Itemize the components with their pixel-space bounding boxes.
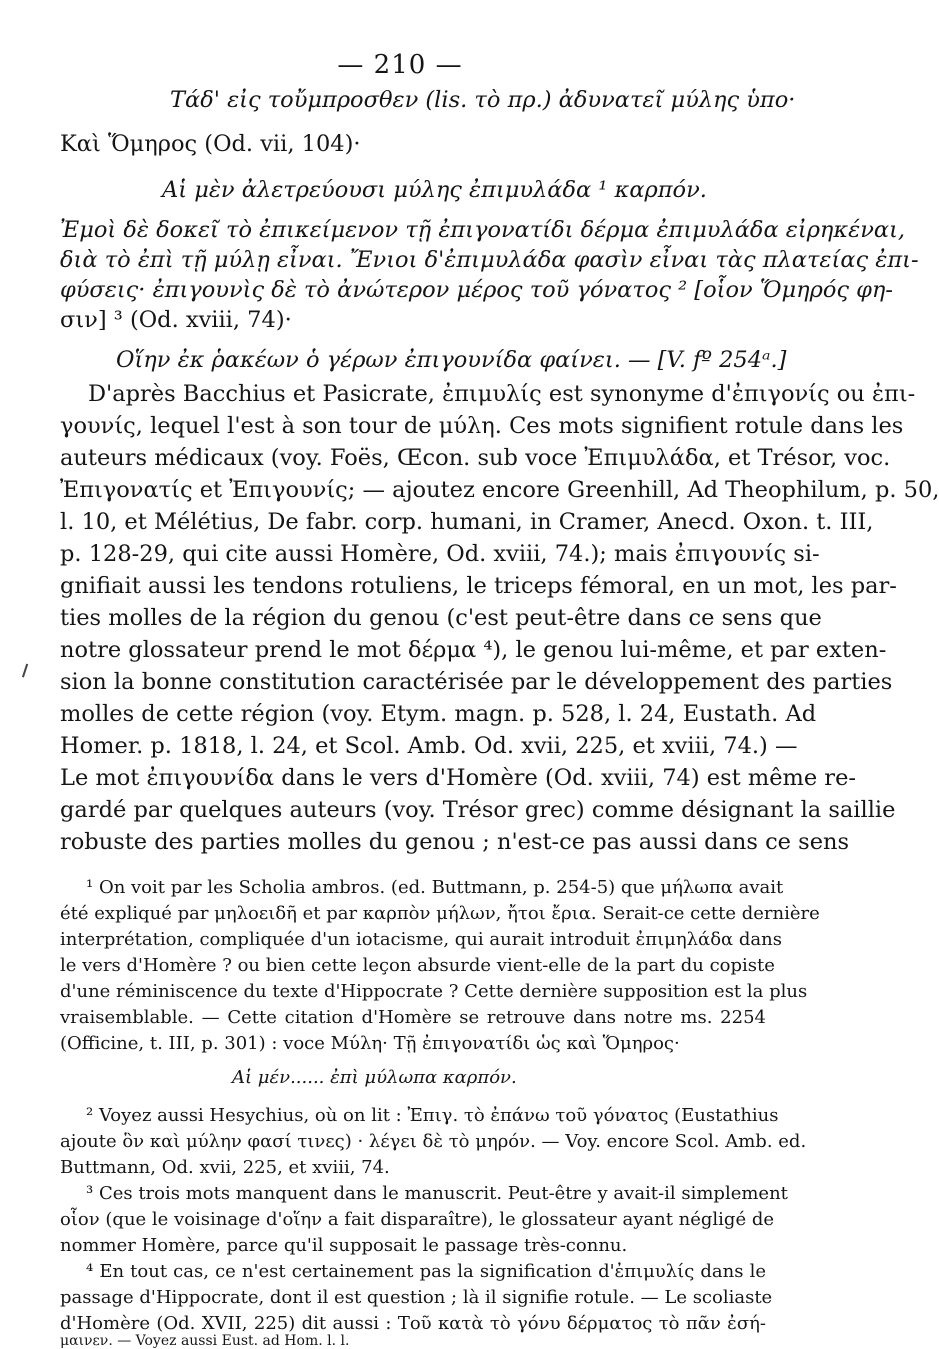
text-line: Τάδ' εἰς τοὔμπροσθεν (lis. τὸ πρ.) ἀδυνατεῖ μύλης ὑπο·: [170, 87, 796, 113]
footnote-line: οἷον (que le voisinage d'οἵην a fait disparaître), le glossateur ayant négligé de: [60, 1209, 774, 1230]
footnote-verse: Αἱ μέν...... ἐπὶ μύλωπα καρπόν.: [232, 1067, 517, 1088]
text-line: Le mot ἐπιγουνίδα dans le vers d'Homère (Od. xviii, 74) est même re-: [60, 765, 856, 791]
footnote-line: vraisemblable. — Cette citation d'Homère se retrouve dans notre ms. 2254: [60, 1007, 766, 1028]
verse-quote: Οἵην ἐκ ῥακέων ὁ γέρων ἐπιγουνίδα φαίνει. — [V. fº 254ᵃ.]: [116, 347, 787, 373]
text-line: φύσεις· ἐπιγουνὶς δὲ τὸ ἀνώτερον μέρος τοῦ γόνατος ² [οἷον Ὅμηρός φη-: [60, 277, 893, 303]
margin-mark: [22, 664, 31, 679]
footnote-line: interprétation, compliquée d'un iotacisme, qui aurait introduit ἐπιμηλάδα dans: [60, 929, 782, 950]
text-line: σιν] ³ (Od. xviii, 74)·: [60, 307, 292, 333]
verse-quote: Αἱ μὲν ἀλετρεύουσι μύλης ἐπιμυλάδα ¹ καρπόν.: [162, 177, 707, 203]
text-line: auteurs médicaux (voy. Foës, Œcon. sub voce Ἐπιμυλάδα, et Trésor, voc.: [60, 445, 891, 471]
text-line: gardé par quelques auteurs (voy. Trésor grec) comme désignant la saillie: [60, 797, 896, 823]
footnote-line: nommer Homère, parce qu'il supposait le passage très-connu.: [60, 1235, 628, 1256]
text-line: Homer. p. 1818, l. 24, et Scol. Amb. Od. xvii, 225, et xviii, 74.) —: [60, 733, 798, 759]
text-line: Ἐμοὶ δὲ δοκεῖ τὸ ἐπικείμενον τῇ ἐπιγονατίδι δέρμα ἐπιμυλάδα εἰρηκέναι,: [60, 217, 906, 243]
footnote-line: d'une réminiscence du texte d'Hippocrate ? Cette dernière supposition est la plus: [60, 981, 808, 1002]
footnote-line: ² Voyez aussi Hesychius, où on lit : Ἐπιγ. τὸ ἐπάνω τοῦ γόνατος (Eustathius: [86, 1105, 779, 1126]
footnote-line: été expliqué par μηλοειδῆ et par καρπὸν μήλων, ἤτοι ἔρια. Serait-ce cette dernière: [60, 903, 820, 924]
text-line: l. 10, et Mélétius, De fabr. corp. humani, in Cramer, Anecd. Oxon. t. III,: [60, 509, 874, 535]
footnote-line: (Officine, t. III, p. 301) : voce Μύλη· Τῇ ἐπιγονατίδι ὡς καὶ Ὅμηρος·: [60, 1033, 680, 1054]
page-number: — 210 —: [337, 50, 463, 80]
text-line: ties molles de la région du genou (c'est peut-être dans ce sens que: [60, 605, 822, 631]
footnote-line: le vers d'Homère ? ou bien cette leçon absurde vient-elle de la part du copiste: [60, 955, 775, 976]
text-line: gnifiait aussi les tendons rotuliens, le triceps fémoral, en un mot, les par-: [60, 573, 897, 599]
text-line: sion la bonne constitution caractérisée par le développement des parties: [60, 669, 893, 695]
footnote-line: μαινεν. — Voyez aussi Eust. ad Hom. l. l.: [60, 1333, 350, 1349]
footnote-line: ¹ On voit par les Scholia ambros. (ed. Buttmann, p. 254-5) que μήλωπα avait: [86, 877, 784, 898]
text-line: γουνίς, lequel l'est à son tour de μύλη. Ces mots signifient rotule dans les: [60, 413, 904, 439]
footnote-line: ajoute ὃν καὶ μύλην φασί τινες) · λέγει δὲ τὸ μηρόν. — Voy. encore Scol. Amb. ed.: [60, 1131, 807, 1152]
footnote-line: ³ Ces trois mots manquent dans le manuscrit. Peut-être y avait-il simplement: [86, 1183, 788, 1204]
text-line: Καὶ Ὅμηρος (Od. vii, 104)·: [60, 131, 361, 157]
footnote-line: d'Homère (Od. XVII, 225) dit aussi : Τοῦ κατὰ τὸ γόνυ δέρματος τὸ πᾶν ἐσή-: [60, 1313, 766, 1334]
text-line: Ἐπιγονατίς et Ἐπιγουνίς; — ajoutez encore Greenhill, Ad Theophilum, p. 50,: [60, 477, 939, 503]
footnote-line: ⁴ En tout cas, ce n'est certainement pas la signification d'ἐπιμυλίς dans le: [86, 1261, 766, 1282]
text-line: robuste des parties molles du genou ; n'est-ce pas aussi dans ce sens: [60, 829, 850, 855]
text-line: D'après Bacchius et Pasicrate, ἐπιμυλίς est synonyme d'ἐπιγονίς ou ἐπι-: [88, 381, 916, 407]
footnote-line: passage d'Hippocrate, dont il est question ; là il signifie rotule. — Le scoliaste: [60, 1287, 773, 1308]
footnote-line: Buttmann, Od. xvii, 225, et xviii, 74.: [60, 1157, 390, 1178]
text-line: διὰ τὸ ἐπὶ τῇ μύλῃ εἶναι. Ἔνιοι δ'ἐπιμυλάδα φασὶν εἶναι τὰς πλατείας ἐπι-: [60, 247, 919, 273]
text-line: molles de cette région (voy. Etym. magn. p. 528, l. 24, Eustath. Ad: [60, 701, 817, 727]
text-line: notre glossateur prend le mot δέρμα ⁴), le genou lui-même, et par exten-: [60, 637, 887, 663]
text-line: p. 128-29, qui cite aussi Homère, Od. xviii, 74.); mais ἐπιγουνίς si-: [60, 541, 820, 567]
